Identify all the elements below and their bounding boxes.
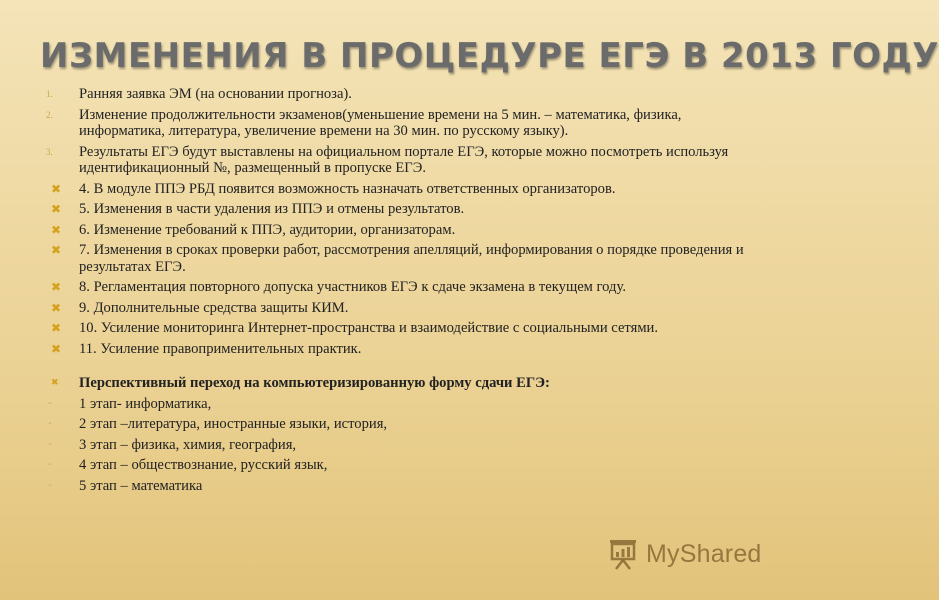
list-item-text: 10. Усиление мониторинга Интернет-пространства и взаимодействие с социальными сетями.: [79, 320, 659, 336]
list-item: [46, 320, 762, 337]
list-number: 1.: [46, 89, 53, 99]
dash-bullet: -: [48, 397, 52, 409]
list-number: 3.: [46, 146, 53, 157]
list-item: [46, 86, 762, 103]
list-item-text: 5. Изменения в части удаления из ППЭ и отмены результатов.: [79, 201, 465, 217]
stage-text: 3 этап – физика, химия, география,: [79, 436, 297, 453]
list-item: [46, 279, 762, 296]
watermark-text: MyShared: [646, 539, 762, 568]
list-item-text: 6. Изменение требований к ППЭ, аудитории, организаторам.: [79, 221, 456, 238]
list-item-text: 7. Изменения в сроках проверки работ, рассмотрения апелляций, информирования о порядке проведения и результатах ЕГЭ.: [79, 242, 744, 275]
list-item: [46, 201, 762, 218]
x-bullet-icon: ✖: [51, 378, 59, 388]
list-item-text: 11. Усиление правоприменительных практик.: [79, 340, 362, 357]
stage-text: 2 этап –литература, иностранные языки, история,: [79, 416, 388, 432]
slide-content: [46, 86, 762, 498]
stage-text: 4 этап – обществознание, русский язык,: [79, 457, 328, 473]
list-item-text: Ранняя заявка ЭМ (на основании прогноза).: [79, 86, 352, 102]
stage-item: [46, 437, 762, 454]
watermark-logo[interactable]: [606, 534, 762, 574]
dash-bullet: -: [48, 418, 52, 429]
x-bullet-icon: ✖: [51, 181, 62, 196]
list-item: [46, 300, 762, 317]
slide-title: ИЗМЕНЕНИЯ В ПРОЦЕДУРЕ ЕГЭ В 2013 ГОДУ: [40, 36, 939, 76]
list-item-text: 9. Дополнительные средства защиты КИМ.: [79, 299, 349, 316]
spacer: [46, 361, 762, 375]
list-item: [46, 242, 762, 275]
list-item-text: Результаты ЕГЭ будут выставлены на официальном портале ЕГЭ, которые можно посмотреть используя идентификационный №, размещенный в пропуске ЕГЭ.: [79, 143, 729, 176]
dash-bullet: -: [48, 438, 52, 450]
x-bullet-icon: ✖: [51, 280, 62, 294]
list-item: [46, 107, 762, 140]
perspective-heading: [46, 375, 762, 392]
x-bullet-icon: ✖: [51, 300, 62, 315]
stage-text: 5 этап – математика: [79, 477, 203, 494]
list-item: [46, 341, 762, 358]
x-bullet-icon: ✖: [51, 222, 62, 237]
x-bullet-icon: ✖: [51, 321, 62, 335]
x-bullet-icon: ✖: [51, 341, 62, 356]
list-item-text: 4. В модуле ППЭ РБД появится возможность назначать ответственных организаторов.: [79, 180, 616, 197]
x-bullet-icon: ✖: [51, 202, 62, 216]
list-item: [46, 181, 762, 198]
stage-text: 1 этап- информатика,: [79, 395, 212, 412]
list-item-text: 8. Регламентация повторного допуска участников ЕГЭ к сдаче экзамена в текущем году.: [79, 279, 626, 295]
list-number: 2.: [46, 109, 53, 120]
stage-item: [46, 416, 762, 433]
dash-bullet: -: [48, 459, 52, 470]
list-item: [46, 222, 762, 239]
x-bullet-icon: ✖: [51, 243, 62, 257]
stage-item: [46, 457, 762, 474]
perspective-heading-text: Перспективный переход на компьютеризированную форму сдачи ЕГЭ:: [79, 375, 550, 391]
stage-item: [46, 396, 762, 413]
list-item-text: Изменение продолжительности экзаменов(уменьшение времени на 5 мин. – математика, физика, информатика, литература, увеличение времени на 30 мин. по русскому языку).: [79, 106, 682, 139]
list-item: [46, 144, 762, 177]
dash-bullet: -: [48, 479, 52, 491]
stage-item: [46, 478, 762, 495]
presentation-board-icon: [606, 537, 640, 571]
